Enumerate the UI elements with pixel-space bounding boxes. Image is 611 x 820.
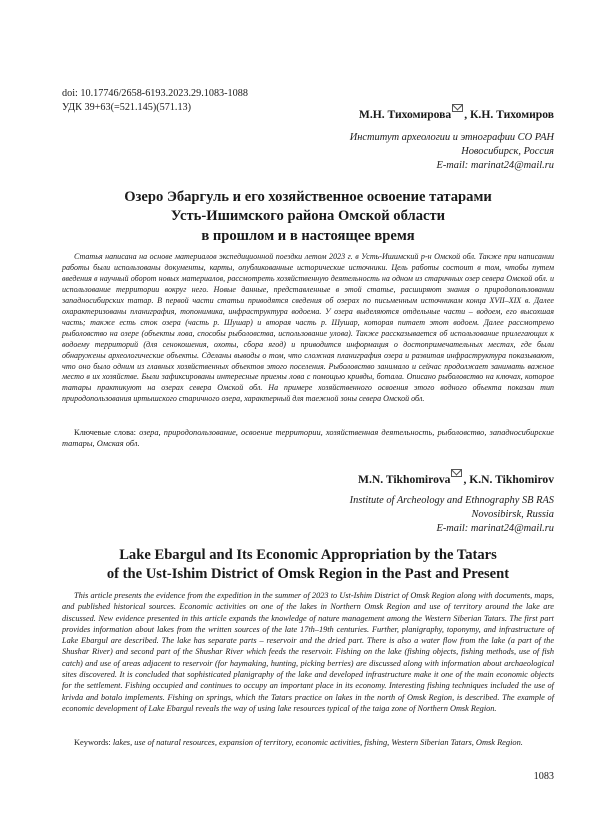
title-en-line-1: Lake Ebargul and Its Economic Appropriation by the Tatars (119, 547, 497, 563)
affiliation-ru-institute: Институт археологии и этнографии СО РАН (349, 132, 554, 143)
affiliation-ru-city: Новосибирск, Россия (461, 145, 554, 157)
udc-line: УДК 39+63(=521.145)(571.13) (62, 101, 192, 113)
author-2-en: , K.N. Tikhomirov (463, 473, 554, 486)
title-ru-line-2: Усть-Ишимского района Омской области (170, 208, 446, 225)
affiliation-en-institute: Institute of Archeology and Ethnography SB RAS (349, 495, 554, 506)
title-ru-line-1: Озеро Эбаргуль и его хозяйственное освоение татарами (124, 189, 492, 205)
affiliation-en (350, 494, 554, 535)
title-en-line-2: of the Ust-Ishim District of Omsk Region in the Past and Present (106, 566, 510, 583)
keywords-ru (62, 427, 554, 449)
title-ru (62, 188, 554, 246)
abstract-ru: Статья написана на основе материалов экспедиционной поездки летом 2023 г. в Усть-Ишимский р-н Омской обл. Также при написании работы были использованы документы, карты, опубликованные исторические источники. Цель работы состоит в том, чтобы путем введения в научный оборот новых материалов, рассмотреть хозяйственную деятельность на одном из старичных озер севера Омской обл. и использование территории вокруг него. Новые данные, представленные в этой статье, расширяют знания о природопользовании западносибирских татар. В первой части статьи приводятся сведения об озерах по письменным источникам конца XVII–XIX в. Далее охарактеризованы планиграфия, топонимика, инфраструктура водоема. У озера выделяются отдельные части – водоем, его высохшая часть; также есть сток озера (часть р. Шушар) и вторая часть р. Шушар, которая питает этот водоем. Далее рассмотрено рыболовство на озере (объекты лова, способы рыболовства, использование улова). Также рассказывается об использование прилегающих к водоему территорий (для сенокошения, охоты, сбора ягод) и приводится информация о достопримечательных местах, где были обнаружены археологические объекты. Сделаны выводы о том, что сложная планиграфия озера и развитая инфраструктура показывают, что оно было одним из главных хозяйственных объектов этого поселения. Рыболовство занимало и сейчас продолжает занимать важное место в их хозяйстве. Были зафиксированы интересные приемы лова с помощью кривды, ботала. Описано рыболовство на ключах, которое татары практикуют на озерах севера Омской обл. На примере хозяйственного освоения этого водного объекта показан тип природопользования иртышского старичного озера, характерный для таежной зоны севера Омской обл. (62, 252, 554, 404)
affiliation-ru (350, 131, 554, 172)
keywords-en-label: Keywords: (74, 738, 111, 747)
envelope-icon (451, 469, 462, 477)
affiliation-ru-email: E-mail: marinat24@mail.ru (436, 159, 554, 171)
abstract-en: This article presents the evidence from the expedition in the summer of 2023 to Ust-Ishim District of Omsk Region along with documents, maps, and published historical sources. Economic activities on one of the lakes in Northern Omsk Region and use of territory around the lake are discussed. New evidence presented in this article expands the knowledge of nature management among the Western Siberian Tatars. The first part provides information about lakes from the written sources of the late 17th–19th centuries. Further, planigraphy, toponymy, and infrastructure of Lake Ebargul are described. The lake has separate parts – reservoir and the dried part. There is also a water flow from the lake (a part of the Shushar River) and second part of the Shushar River which feeds the reservoir. Fishing on the lake (fishing objects, fishing methods, use of fish catch) and use of areas adjacent to reservoir (for haymaking, hunting, picking berries) are discussed along with information about archaeological sites discovered. It is concluded that sophisticated planigraphy of the lake and developed infrastructure make it one of the main economic objects for the settlement. Fishing occupied and continues to occupy an important place in its economy. Interesting fishing techniques included the use of krivda and botalo implements. Fishing on springs, which the Tatars practice on lakes in the north of Omsk Region, is described. The example of economic development of Lake Ebargul reveals the way of using lake resources typical of the taiga zone of Northern Omsk Region. (62, 591, 554, 713)
affiliation-en-city: Novosibirsk, Russia (471, 508, 554, 520)
author-2-ru: , К.Н. Тихомиров (464, 108, 554, 121)
title-ru-line-3: в прошлом и в настоящее время (201, 227, 415, 244)
page-number: 1083 (533, 771, 554, 782)
authors-en (358, 473, 554, 486)
keywords-en-text: lakes, use of natural resources, expansion of territory, economic activities, fishing, Western Siberian Tatars, Omsk Region. (110, 738, 523, 747)
article-meta (62, 87, 248, 114)
title-en (62, 546, 554, 585)
keywords-ru-label: Ключевые слова: (74, 428, 137, 437)
keywords-ru-text: озера, природопользование, освоение территории, хозяйственная деятельность, рыболовство, западносибирские татары, Омская обл. (62, 428, 554, 448)
authors-ru (359, 108, 554, 121)
affiliation-en-email: E-mail: marinat24@mail.ru (436, 522, 554, 534)
keywords-en (62, 737, 554, 748)
doi-line: doi: 10.17746/2658-6193.2023.29.1083-1088 (62, 88, 248, 99)
author-1-ru: М.Н. Тихомирова (358, 108, 452, 121)
author-1-en: M.N. Tikhomirova (358, 473, 451, 486)
envelope-icon (452, 104, 463, 112)
